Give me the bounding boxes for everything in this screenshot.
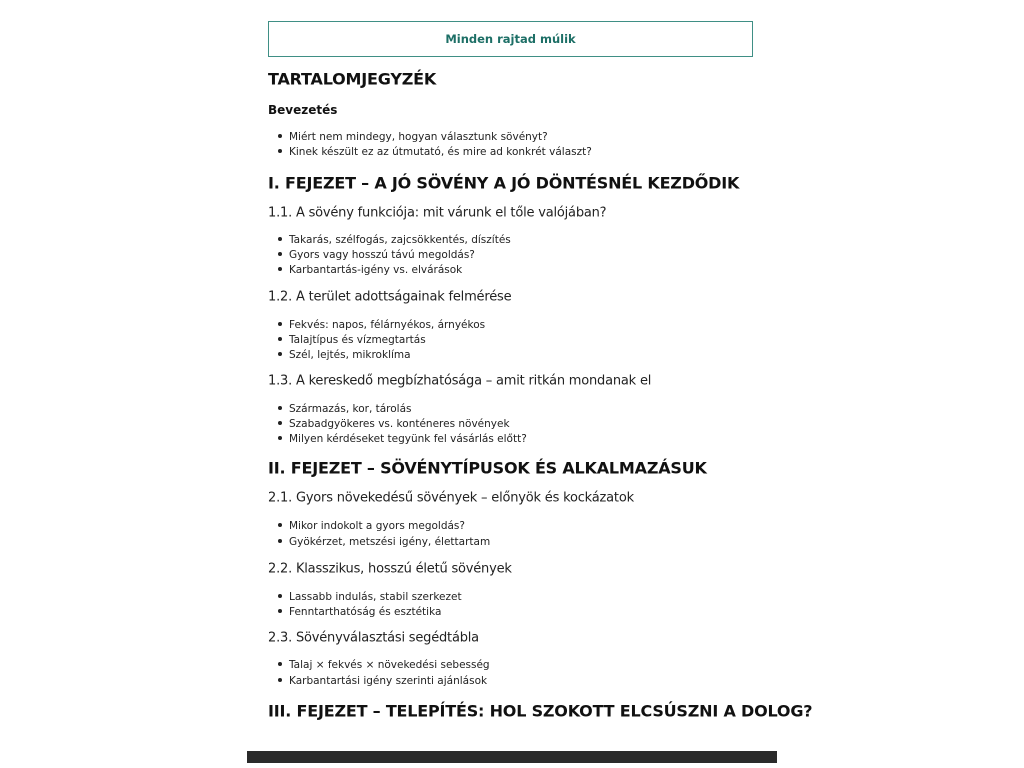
chapter-heading: I. FEJEZET – A JÓ SÖVÉNY A JÓ DÖNTÉSNÉL KEZDŐDIK [268,173,740,193]
list-item: Fenntarthatóság és esztétika [278,606,441,618]
section-heading: 2.1. Gyors növekedésű sövények – előnyök és kockázatok [268,490,634,506]
list-item: Takarás, szélfogás, zajcsökkentés, díszítés [278,234,511,246]
list-item: Szél, lejtés, mikroklíma [278,349,411,361]
list-item: Milyen kérdéseket tegyünk fel vásárlás előtt? [278,433,527,445]
toc-title: TARTALOMJEGYZÉK [268,69,437,89]
section-heading: 2.2. Klasszikus, hosszú életű sövények [268,561,512,577]
list-item: Gyors vagy hosszú távú megoldás? [278,249,475,261]
list-item: Kinek készült ez az útmutató, és mire ad konkrét választ? [278,146,592,158]
list-item: Lassabb indulás, stabil szerkezet [278,591,462,603]
section-heading: 1.2. A terület adottságainak felmérése [268,289,512,305]
section-heading: 1.1. A sövény funkciója: mit várunk el tőle valójában? [268,205,607,221]
chapter-heading: II. FEJEZET – SÖVÉNYTÍPUSOK ÉS ALKALMAZÁSUK [268,458,707,478]
list-item: Miért nem mindegy, hogyan választunk sövényt? [278,131,548,143]
intro-heading: Bevezetés [268,103,338,117]
section-heading: 2.3. Sövényválasztási segédtábla [268,630,479,646]
list-item: Gyökérzet, metszési igény, élettartam [278,536,490,548]
list-item: Talaj × fekvés × növekedési sebesség [278,659,490,671]
list-item: Karbantartás-igény vs. elvárások [278,264,462,276]
list-item: Származás, kor, tárolás [278,403,412,415]
list-item: Mikor indokolt a gyors megoldás? [278,520,465,532]
document-banner: Minden rajtad múlik [268,21,753,57]
list-item: Talajtípus és vízmegtartás [278,334,426,346]
page-bottom-bar [247,751,777,763]
list-item: Fekvés: napos, félárnyékos, árnyékos [278,319,485,331]
list-item: Szabadgyökeres vs. konténeres növények [278,418,510,430]
section-heading: 1.3. A kereskedő megbízhatósága – amit ritkán mondanak el [268,373,652,389]
chapter-heading: III. FEJEZET – TELEPÍTÉS: HOL SZOKOTT ELCSÚSZNI A DOLOG? [268,701,813,721]
list-item: Karbantartási igény szerinti ajánlások [278,675,487,687]
